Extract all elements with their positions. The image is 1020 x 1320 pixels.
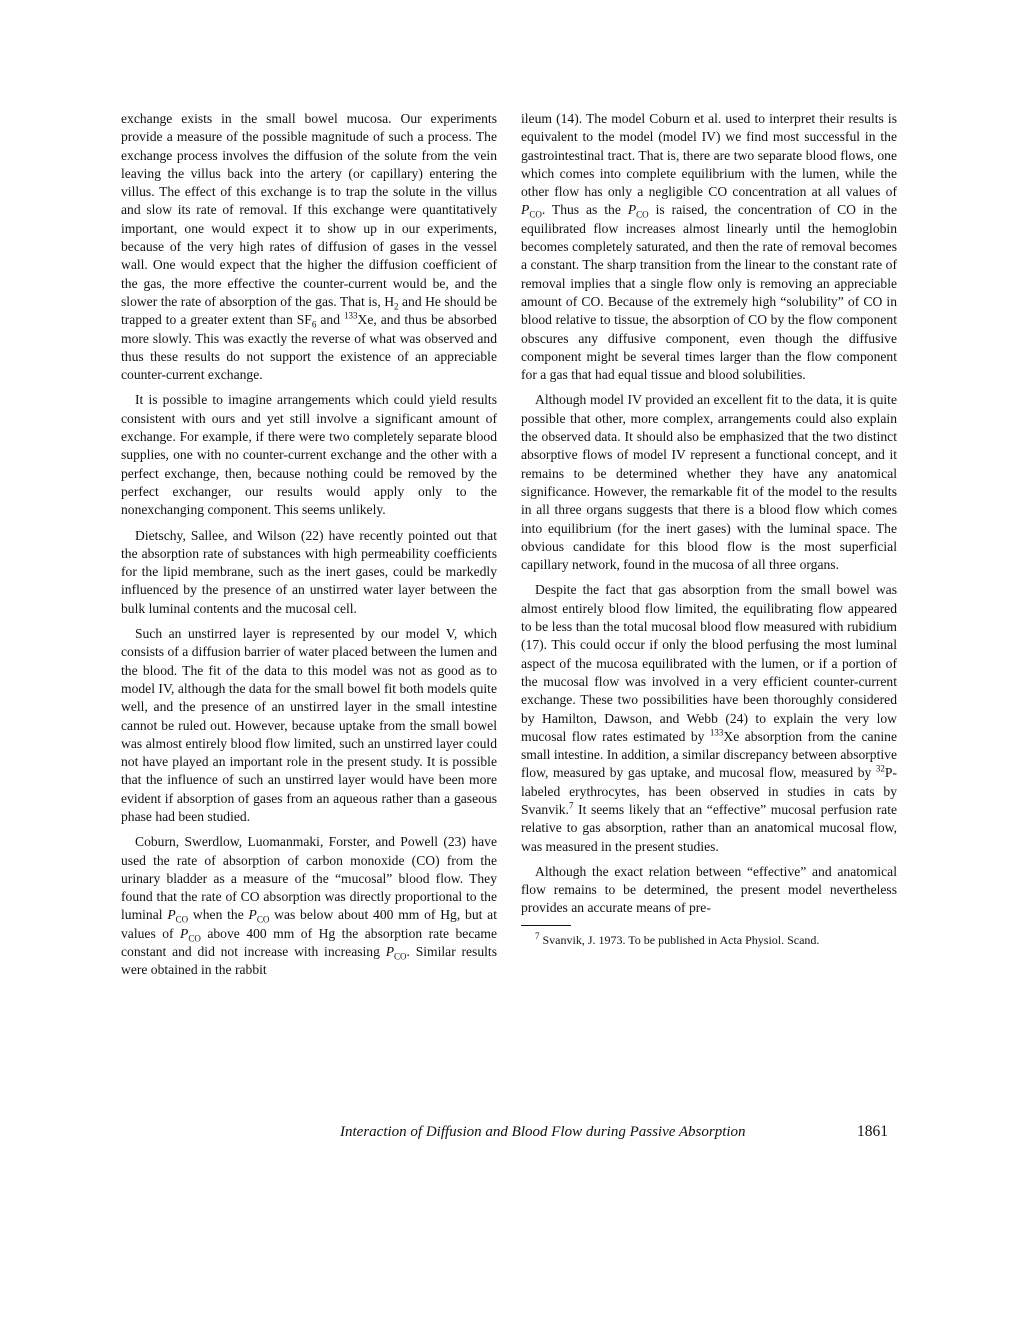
paragraph-ileum-model: ileum (14). The model Coburn et al. used to interpret their results is equivalent to the model (model IV) we find most successful in the gastrointestinal tract. That is, there are two separate blood flows, one which comes into complete equilibrium with the lumen, while the other flow has only a negligible CO concentration at all values of $P_{CO}$. Thus as the $P_{CO}$ is raised, the concentration of CO in the equilibrated flow increases almost linearly until the hemoglobin becomes completely saturated, and then the rate of removal becomes a constant. The sharp transition from the linear to the constant rate of removal implies that a single flow only is removing an appreciable amount of CO. Because of the extremely high “solubility” of CO in blood relative to tissue, the absorption of CO by the flow component obscures any diffusive component, even though the diffusive component might be several times larger than the flow component for a gas that had equal tissue and blood solubilities. (521, 111, 897, 383)
paragraph-arrangements: It is possible to imagine arrangements which could yield results consistent with ours and yet still involve a significant amount of exchange. For example, if there were two completely separate blood supplies, one with no counter-current exchange and the other with a perfect exchange, then, because nothing could be removed by the perfect exchanger, our results would apply only to the nonexchanging component. This seems unlikely. (121, 392, 497, 518)
paragraph-dietschy: Dietschy, Sallee, and Wilson (22) have recently pointed out that the absorption rate of substances with high permeability coefficients for the lipid membrane, such as the inert gases, could be markedly influenced by the presence of an unstirred water layer between the bulk luminal contents and the mucosal cell. (121, 527, 497, 616)
paragraph-effective-flow: Although the exact relation between “effective” and anatomical flow remains to be determined, the present model nevertheless provides an accurate means of pre- (521, 863, 897, 916)
footnote-divider (521, 925, 571, 926)
paragraph-gas-absorption: Despite the fact that gas absorption from the small bowel was almost entirely blood flow limited, the equilibrating flow appeared to be less than the total mucosal blood flow measured with rubidium (17). This could occur if only the blood perfusing the most luminal aspect of the mucosa equilibrated with the lumen, or if a portion of the mucosal flow was involved in a very efficient counter-current exchange. These two possibilities have been thoroughly considered by Hamilton, Dawson, and Webb (24) to explain the very low mucosal flow rates estimated by $^{133}$Xe absorption from the canine small intestine. In addition, a similar discrepancy between absorptive flow, measured by gas uptake, and mucosal flow, measured by $^{32}$P-labeled erythrocytes, has been observed in studies in cats by Svanvik.$^7$ It seems likely that an “effective” mucosal perfusion rate relative to gas absorption, rather than an anatomical mucosal flow, was measured in the present studies. (521, 582, 897, 854)
page-number: 1861 (857, 1123, 888, 1140)
footnote: $^7$ Svanvik, J. 1973. To be published in Acta Physiol. Scand. (535, 930, 820, 947)
paragraph-counter-current: exchange exists in the small bowel mucosa. Our experiments provide a measure of the possible magnitude of such a process. The exchange process involves the diffusion of the solute from the vein leaving the villus back into the artery (or capillary) entering the villus. The effect of this exchange is to trap the solute in the villus and slow its rate of removal. If this exchange were quantitatively important, one would expect it to show up in our experiments, because of the very high rates of diffusion of gases in the vessel wall. One would expect that the higher the diffusion coefficient of the gas, the more effective the counter-current would be, and the slower the rate of absorption of the gas. That is, $H_2$ and He should be trapped to a greater extent than $SF_6$ and $^{133}$Xe, and thus be absorbed more slowly. This was exactly the reverse of what was observed and thus these results do not support the existence of an appreciable counter-current exchange. (121, 111, 497, 383)
running-title: Interaction of Diffusion and Blood Flow during Passive Absorption (340, 1124, 746, 1140)
paragraph-model-iv-fit: Although model IV provided an excellent fit to the data, it is quite possible that other, more complex, arrangements could also explain the observed data. It should also be emphasized that the two distinct absorptive flows of model IV represent a functional concept, and it remains to be determined whether they have any anatomical significance. However, the remarkable fit of the model to the results in all three organs suggests that there is a blood flow which comes into equilibrium (for the inert gases) with the luminal space. The obvious candidate for this blood flow is the most superficial capillary network, found in the mucosa of all three organs. (521, 392, 897, 573)
paragraph-unstirred-layer: Such an unstirred layer is represented by our model V, which consists of a diffusion barrier of water placed between the lumen and the blood. The fit of the data to this model was not as good as to model IV, although the data for the small bowel fit both models quite well, and the presence of an unstirred layer in the small intestine cannot be ruled out. However, because uptake from the small bowel was almost entirely blood flow limited, such an unstirred layer could not have played an important role in the present study. It is possible that the influence of such an unstirred layer would have been more evident if absorption of gases from an aqueous rather than a gaseous phase had been studied. (121, 626, 497, 824)
right-column (521, 110, 897, 955)
left-column (121, 110, 497, 987)
paragraph-coburn: Coburn, Swerdlow, Luomanmaki, Forster, and Powell (23) have used the rate of absorption of carbon monoxide (CO) from the urinary bladder as a measure of the “mucosal” blood flow. They found that the rate of CO absorption was directly proportional to the luminal $P_{CO}$ when the $P_{CO}$ was below about 400 mm of Hg, but at values of $P_{CO}$ above 400 mm of Hg the absorption rate became constant and did not increase with increasing $P_{CO}$. Similar results were obtained in the rabbit (121, 834, 498, 978)
